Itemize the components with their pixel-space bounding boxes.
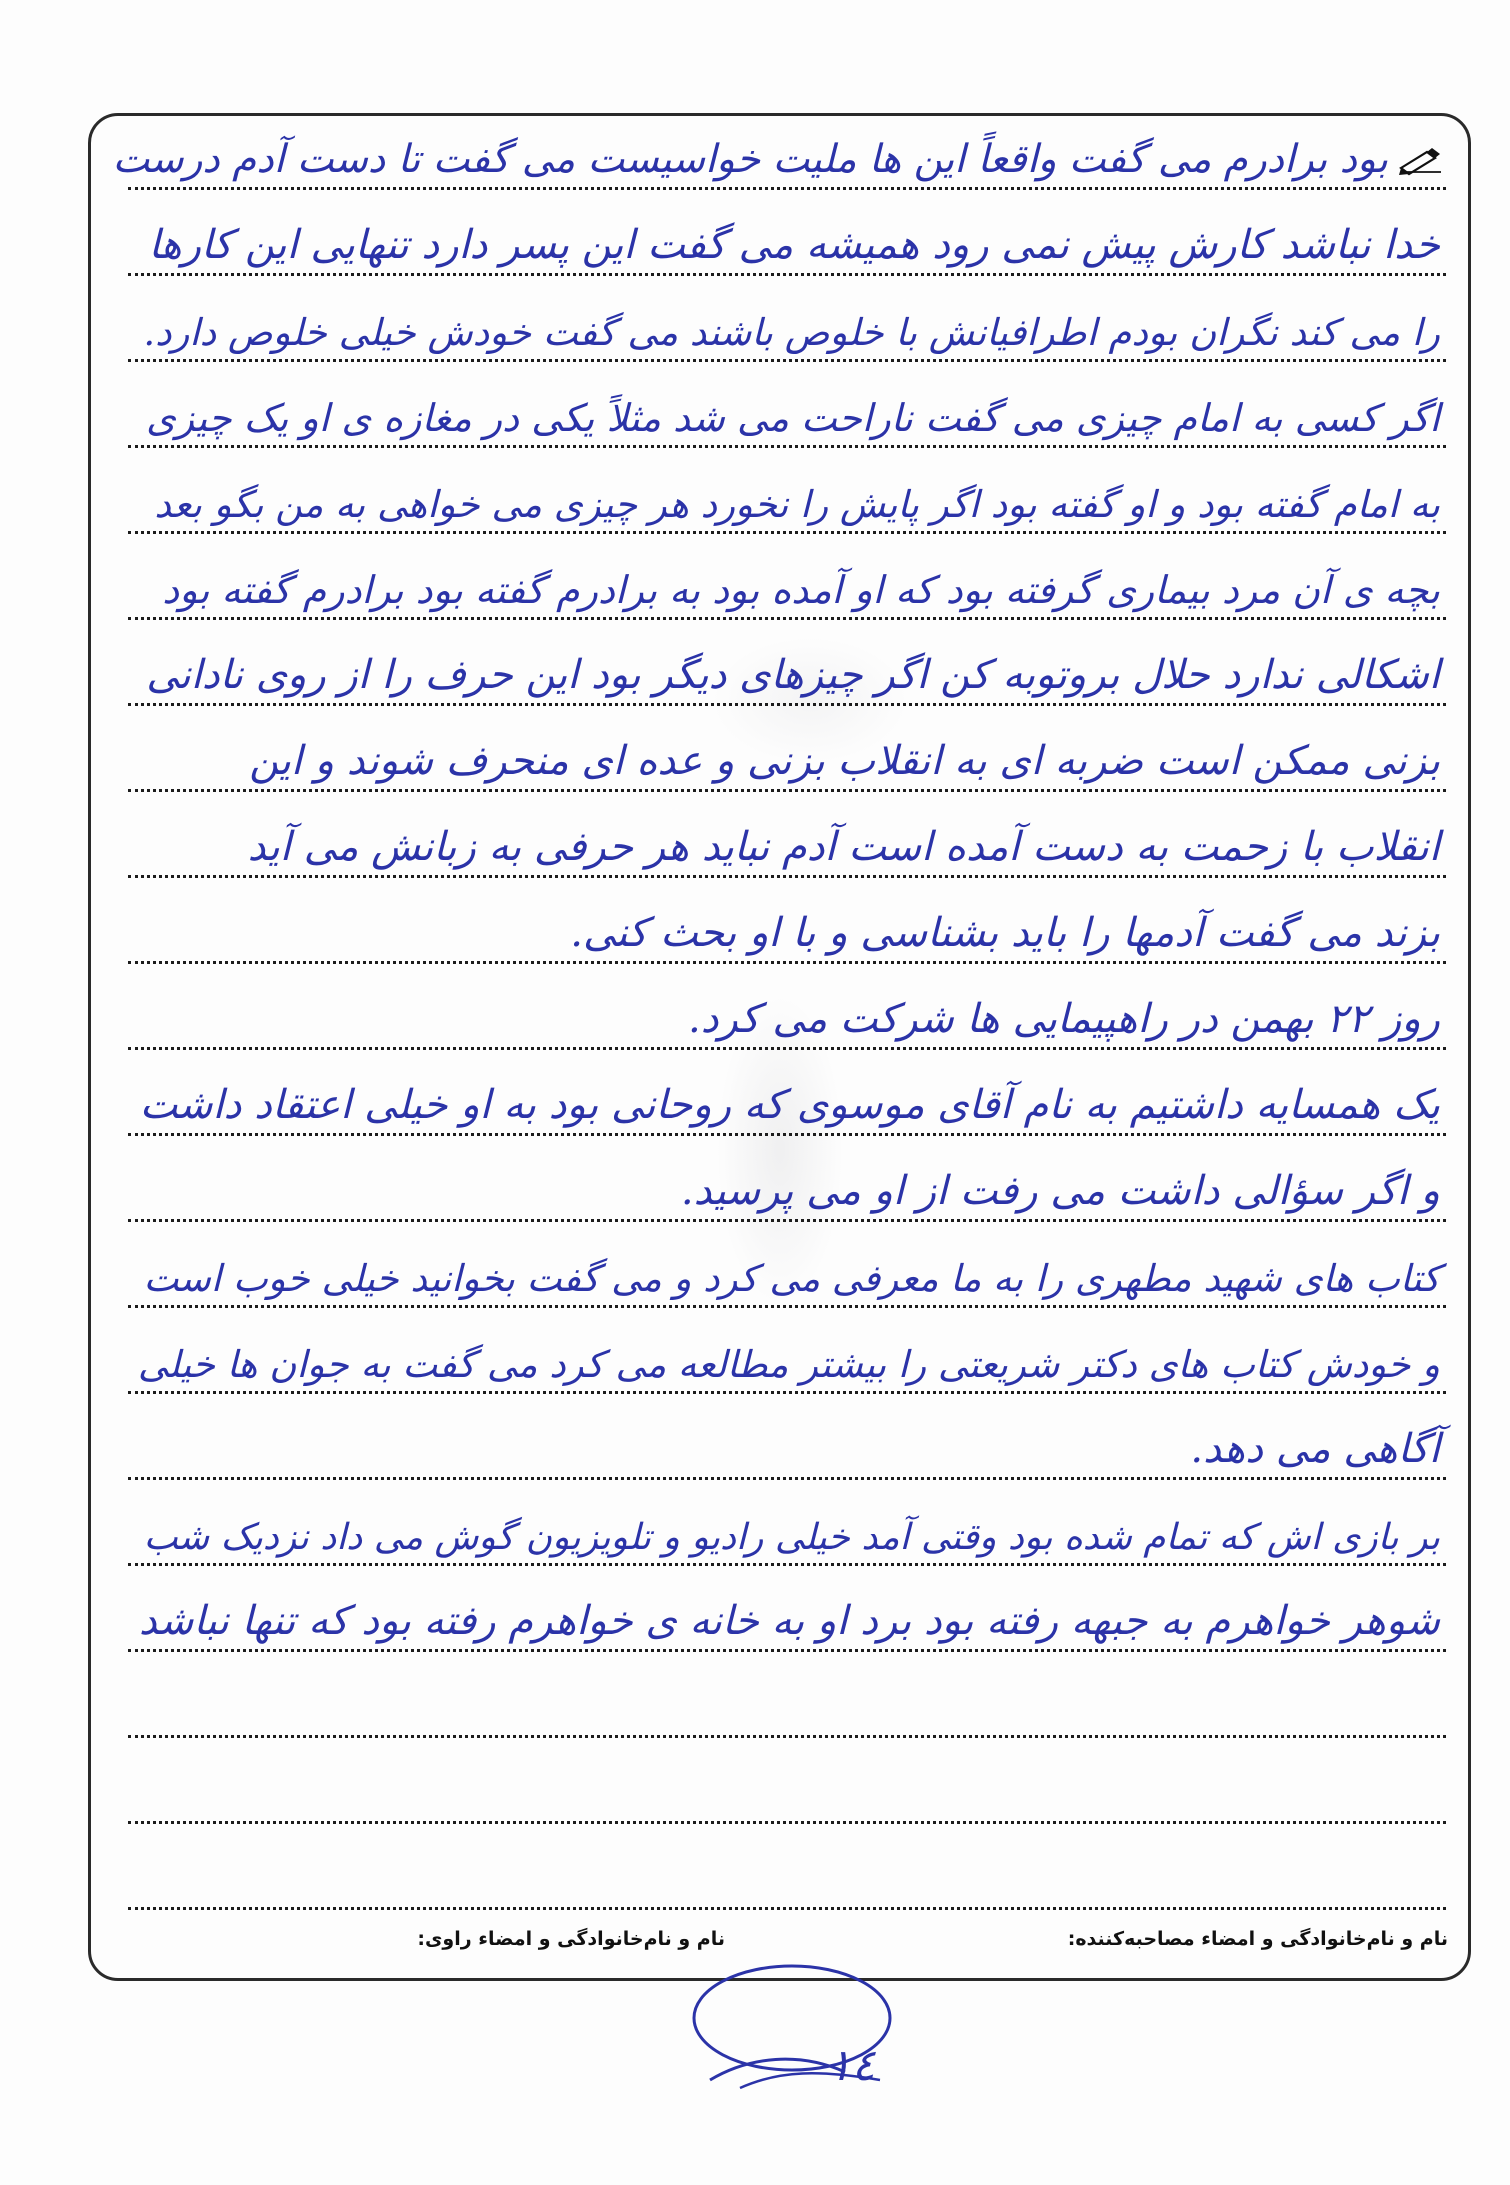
text-line-3 xyxy=(128,276,1446,362)
handwritten-text: و خودش کتاب های دکتر شریعتی را بیشتر مطالعه می کرد می گفت به جوان ها خیلی xyxy=(137,1343,1440,1386)
text-line-17 xyxy=(128,1480,1446,1566)
text-line-1 xyxy=(112,104,1446,190)
handwritten-text: اگر کسی به امام چیزی می گفت ناراحت می شد مثلاً یکی در مغازه ی او یک چیزی xyxy=(145,396,1440,440)
handwritten-text: روز ۲۲ بهمن در راهپیمایی ها شرکت می کرد. xyxy=(688,996,1440,1042)
handwritten-text: را می کند نگران بودم اطرافیانش با خلوص باشند می گفت خودش خیلی خلوص دارد. xyxy=(143,311,1440,354)
text-line-13 xyxy=(128,1136,1446,1222)
interviewer-signature-label: نام و نام‌خانوادگی و امضاء مصاحبه‌کننده: xyxy=(1067,1928,1448,1950)
text-line-18 xyxy=(128,1566,1446,1652)
text-line-6 xyxy=(128,534,1446,620)
handwritten-text: یک همسایه داشتیم به نام آقای موسوی که روحانی بود به او خیلی اعتقاد داشت xyxy=(139,1082,1440,1128)
text-line-21 xyxy=(128,1824,1446,1910)
handwritten-text: شوهر خواهرم به جبهه رفته بود برد او به خانه ی خواهرم رفته بود که تنها نباشد xyxy=(138,1598,1440,1644)
handwritten-text: خدا نباشد کارش پیش نمی رود همیشه می گفت این پسر دارد تنهایی این کارها xyxy=(148,222,1440,268)
text-line-14 xyxy=(128,1222,1446,1308)
narrator-signature-label: نام و نام‌خانوادگی و امضاء راوی: xyxy=(417,1928,725,1950)
text-line-10 xyxy=(128,878,1446,964)
handwritten-text: بزند می گفت آدمها را باید بشناسی و با او بحث کنی. xyxy=(570,910,1440,956)
handwritten-text: بود برادرم می گفت واقعاً این ها ملیت خواسیست می گفت تا دست آدم درست xyxy=(112,137,1388,182)
text-line-9 xyxy=(128,792,1446,878)
signature-footer xyxy=(100,1920,1460,1960)
text-line-8 xyxy=(128,706,1446,792)
text-line-16 xyxy=(128,1394,1446,1480)
text-line-15 xyxy=(128,1308,1446,1394)
handwritten-text: کتاب های شهید مطهری را به ما معرفی می کرد و می گفت بخوانید خیلی خوب است xyxy=(143,1257,1440,1300)
text-line-12 xyxy=(128,1050,1446,1136)
text-line-7 xyxy=(128,620,1446,706)
text-line-2 xyxy=(128,190,1446,276)
text-line-4 xyxy=(128,362,1446,448)
page-number: ۱٤ xyxy=(828,2040,876,2091)
handwritten-text: به امام گفته بود و او گفته بود اگر پایش را نخورد هر چیزی می خواهی به من بگو بعد xyxy=(154,483,1440,526)
text-line-20 xyxy=(128,1738,1446,1824)
handwritten-text: بر بازی اش که تمام شده بود وقتی آمد خیلی رادیو و تلویزیون گوش می داد نزدیک شب xyxy=(143,1517,1440,1558)
dotted-rule xyxy=(128,1907,1446,1910)
handwritten-text: بچه ی آن مرد بیماری گرفته بود که او آمده بود به برادرم گفته بود برادرم گفته بود xyxy=(162,568,1440,612)
handwritten-text: انقلاب با زحمت به دست آمده است آدم نباید هر حرفی به زبانش می آید xyxy=(247,824,1440,870)
text-line-5 xyxy=(128,448,1446,534)
handwritten-text: بزنی ممکن است ضربه ای به انقلاب بزنی و عده ای منحرف شوند و این xyxy=(249,738,1440,784)
text-line-11 xyxy=(128,964,1446,1050)
handwritten-text: اشکالی ندارد حلال بروتوبه کن اگر چیزهای دیگر بود این حرف را از روی نادانی xyxy=(146,652,1440,698)
handwritten-text: و اگر سؤالی داشت می رفت از او می پرسید. xyxy=(680,1168,1440,1214)
text-line-19 xyxy=(128,1652,1446,1738)
handwritten-text: آگاهی می دهد. xyxy=(1190,1426,1440,1472)
